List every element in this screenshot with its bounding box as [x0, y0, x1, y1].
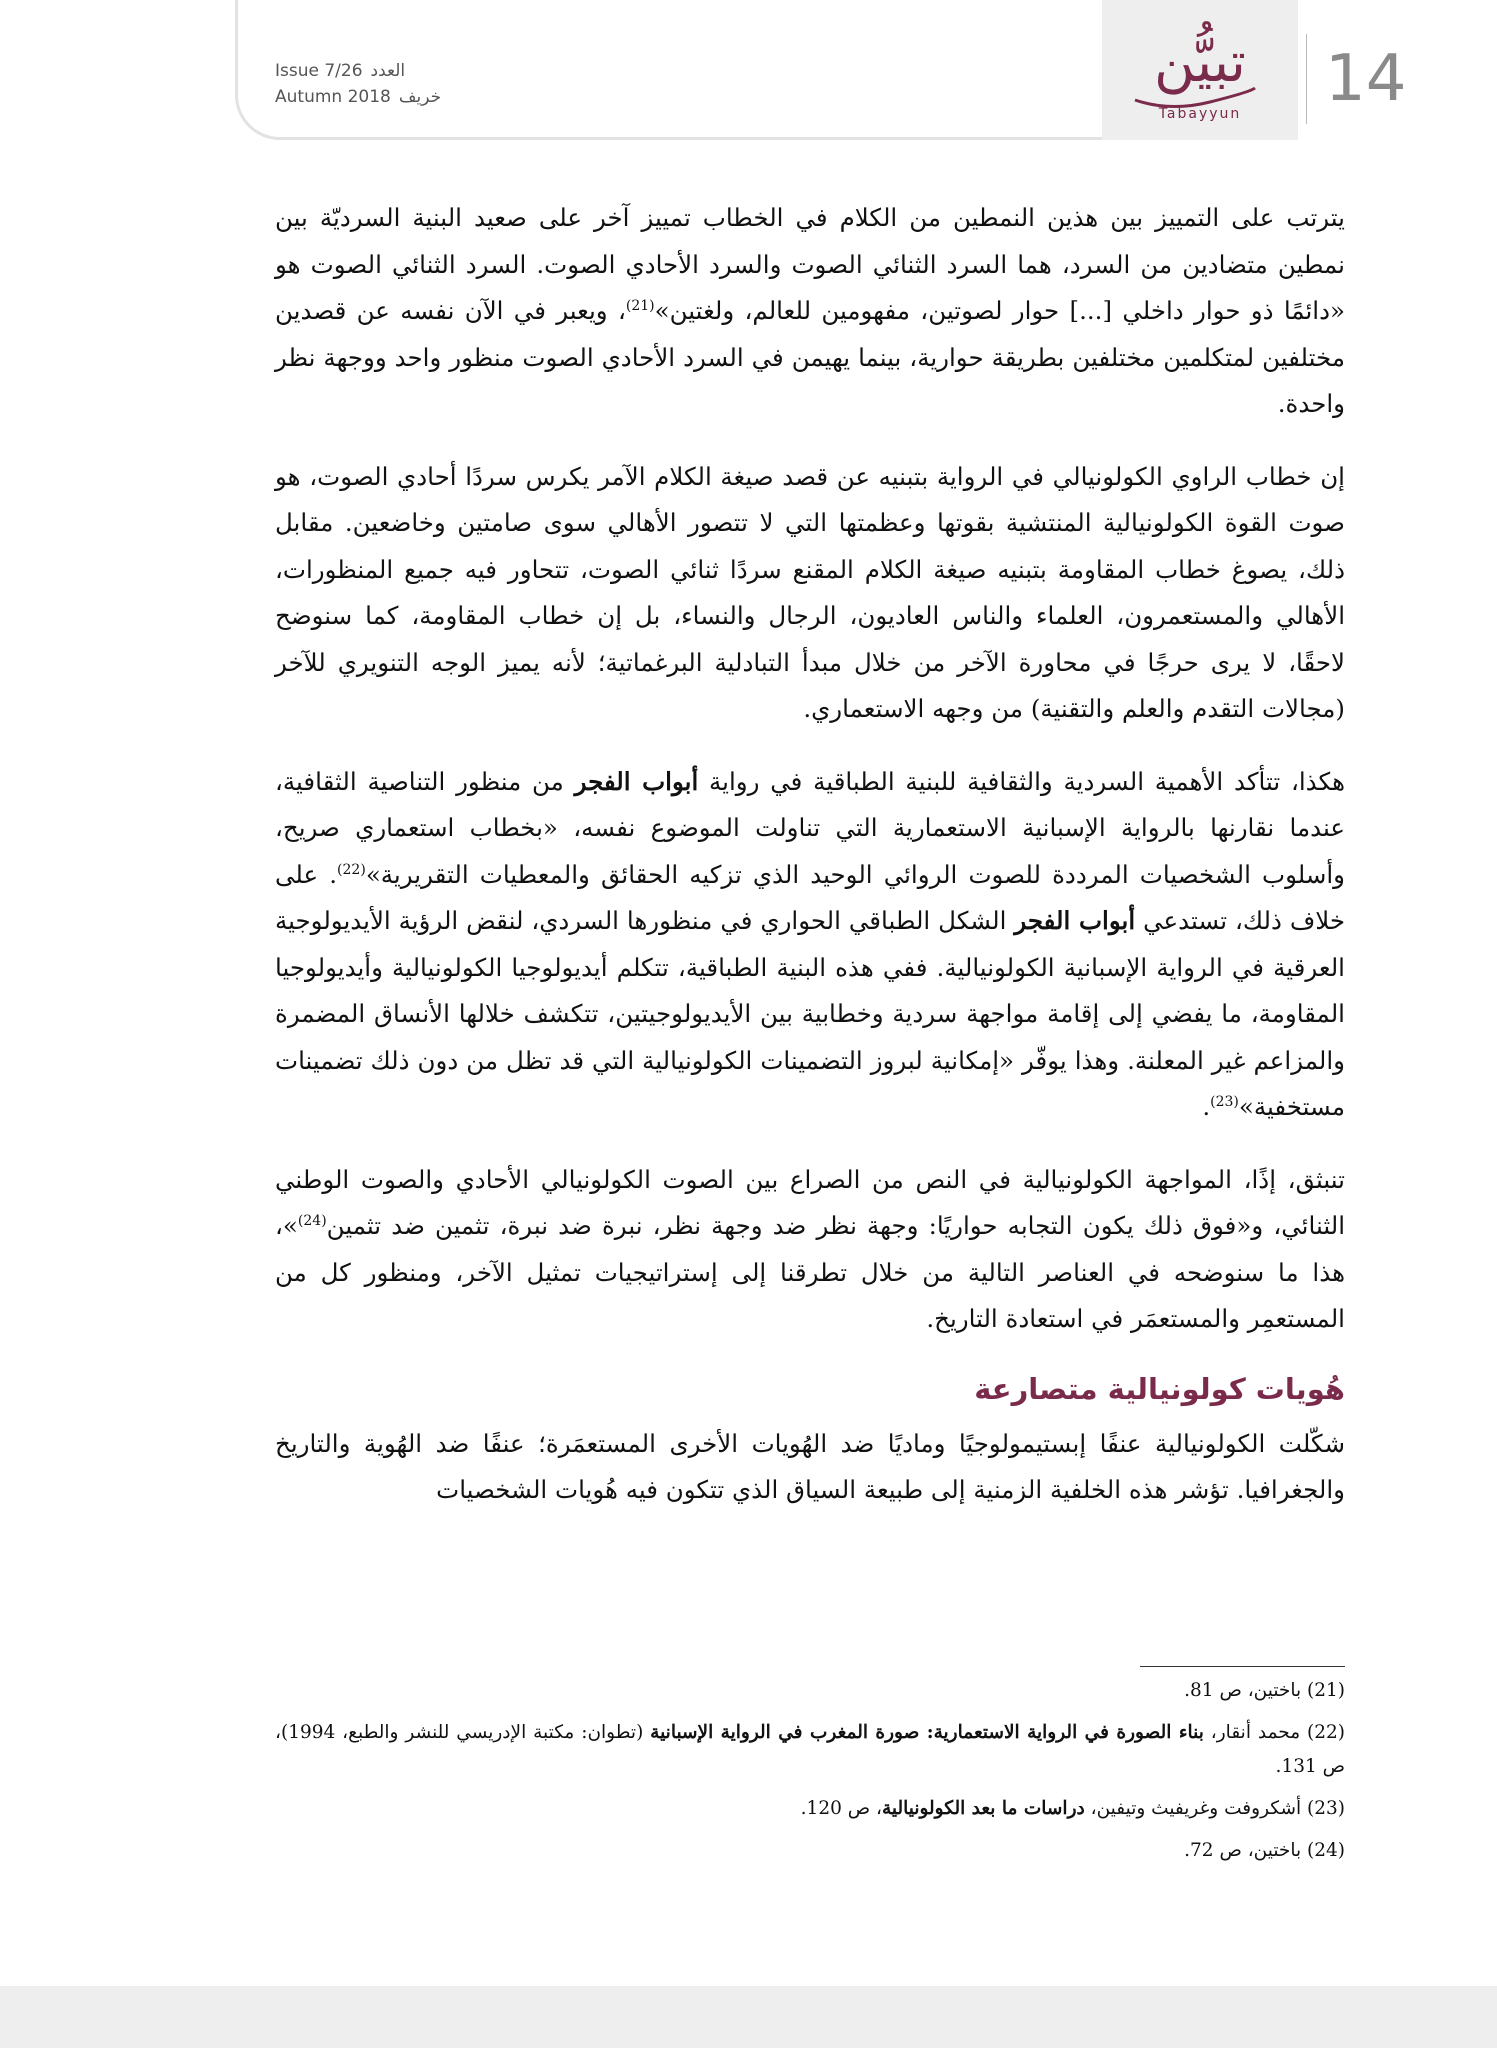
footnote-22: (22) محمد أنقار، بناء الصورة في الرواية الاستعمارية: صورة المغرب في الرواية الإسبانية (تطوان: مكتبة الإدريسي للنشر والطبع، 1994)، ص 131. [275, 1722, 1345, 1777]
page-footer-band [0, 1986, 1497, 2048]
footnote-ref-24[interactable]: (24) [297, 1212, 327, 1229]
paragraph-4: تنبثق، إذًا، المواجهة الكولونيالية في النص من الصراع بين الصوت الكولونيالي الأحادي والصوت الوطني الثنائي، و«فوق ذلك يكون التجابه حواريًا: وجهة نظر ضد وجهة نظر، نبرة ضد نبرة، تثمين ضد تثمين$^{(24)}$»، هذا ما سنوضحه في العناصر التالية من خلال تطرقنا إلى إستراتيجيات تمثيل الآخر، ومنظور كل من المستعمِر والمستعمَر في استعادة التاريخ. [275, 1164, 1346, 1333]
footnote-divider [1140, 1666, 1345, 1667]
issue-label-ar: العدد [370, 61, 406, 81]
paragraph-5: شكّلت الكولونيالية عنفًا إبستيمولوجيًا وماديًا ضد الهُويات الأخرى المستعمَرة؛ عنفًا ضد الهُوية والتاريخ والجغرافيا. تؤشر هذه الخلفية الزمنية إلى طبيعة السياق الذي تتكون فيه هُويات الشخصيات [275, 1428, 1345, 1504]
section-heading: هُويات كولونيالية متصارعة [974, 1371, 1345, 1406]
issue-label-en: Issue 7/26 [275, 61, 363, 81]
novel-title: أبواب الفجر [574, 766, 699, 796]
footnote-21: (21) باختين، ص 81. [1184, 1680, 1345, 1701]
footnote-ref-22[interactable]: (22) [337, 861, 366, 878]
article-body [275, 195, 1345, 1540]
journal-logo-latin: Tabayyun [1158, 106, 1242, 122]
footnotes [275, 1674, 1345, 1876]
journal-logo: تبيُّن [1153, 30, 1246, 95]
season-label-ar: خريف [398, 87, 442, 107]
page-header [0, 0, 1497, 140]
paragraph-3: هكذا، تتأكد الأهمية السردية والثقافية للبنية الطباقية في رواية أبواب الفجر من منظور التناصية الثقافية، عندما نقارنها بالرواية الإسبانية الاستعمارية التي تناولت الموضوع نفسه، «بخطاب استعماري صريح، وأسلوب الشخصيات المرددة للصوت الروائي الوحيد الذي تزكيه الحقائق والمعطيات التقريرية»$^{(22)}$. على خلاف ذلك، تستدعي أبواب الفجر الشكل الطباقي الحواري في منظورها السردي، لنقض الرؤية الأيديولوجية العرقية في الرواية الإسبانية الكولونيالية. ففي هذه البنية الطباقية، تتكلم أيديولوجيا الكولونيالية وأيديولوجيا المقاومة، ما يفضي إلى إقامة مواجهة سردية وخطابية بين الأيديولوجيتين، تتكشف خلالها الأنساق المضمرة والمزاعم غير المعلنة. وهذا يوفّر «إمكانية لبروز التضمينات الكولونيالية التي قد تظل من دون ذلك تضمينات مستخفية»$^{(23)}$. [275, 766, 1345, 1121]
paragraph-1: يترتب على التمييز بين هذين النمطين من الكلام في الخطاب تمييز آخر على صعيد البنية السرديّة بين نمطين متضادين من السرد، هما السرد الثنائي الصوت والسرد الأحادي الصوت. السرد الثنائي الصوت هو «دائمًا ذو حوار داخلي [...] حوار لصوتين، مفهومين للعالم، ولغتين»$^{(21)}$، ويعبر في الآن نفسه عن قصدين مختلفين لمتكلمين مختلفين بطريقة حوارية، بينما يهيمن في السرد الأحادي الصوت منظور واحد ووجهة نظر واحدة. [275, 203, 1346, 418]
footnote-23: (23) أشكروفت وغريفيث وتيفين، دراسات ما بعد الكولونيالية، ص 120. [800, 1798, 1345, 1819]
page-number: 14 [1306, 34, 1406, 124]
novel-title: أبواب الفجر [1014, 906, 1136, 935]
footnote-24: (24) باختين، ص 72. [1184, 1840, 1345, 1861]
footnote-ref-21[interactable]: (21) [625, 297, 655, 314]
issue-info [275, 58, 441, 110]
paragraph-2: إن خطاب الراوي الكولونيالي في الرواية بتبنيه عن قصد صيغة الكلام الآمر يكرس سردًا أحادي الصوت، هو صوت القوة الكولونيالية المنتشية بقوتها وعظمتها التي لا تتصور الأهالي سوى صامتين وخاضعين. مقابل ذلك، يصوغ خطاب المقاومة بتبنيه صيغة الكلام المقنع سردًا ثنائي الصوت، تتحاور فيه جميع المنظورات، الأهالي والمستعمرون، العلماء والناس العاديون، الرجال والنساء، بل إن خطاب المقاومة، كما سنوضح لاحقًا، لا يرى حرجًا في محاورة الآخر من خلال مبدأ التبادلية البرغماتية؛ لأنه يميز الوجه التنويري للآخر (مجالات التقدم والعلم والتقنية) من وجهه الاستعماري. [275, 461, 1345, 723]
season-label-en: Autumn 2018 [275, 87, 391, 107]
footnote-ref-23[interactable]: (23) [1210, 1093, 1239, 1110]
